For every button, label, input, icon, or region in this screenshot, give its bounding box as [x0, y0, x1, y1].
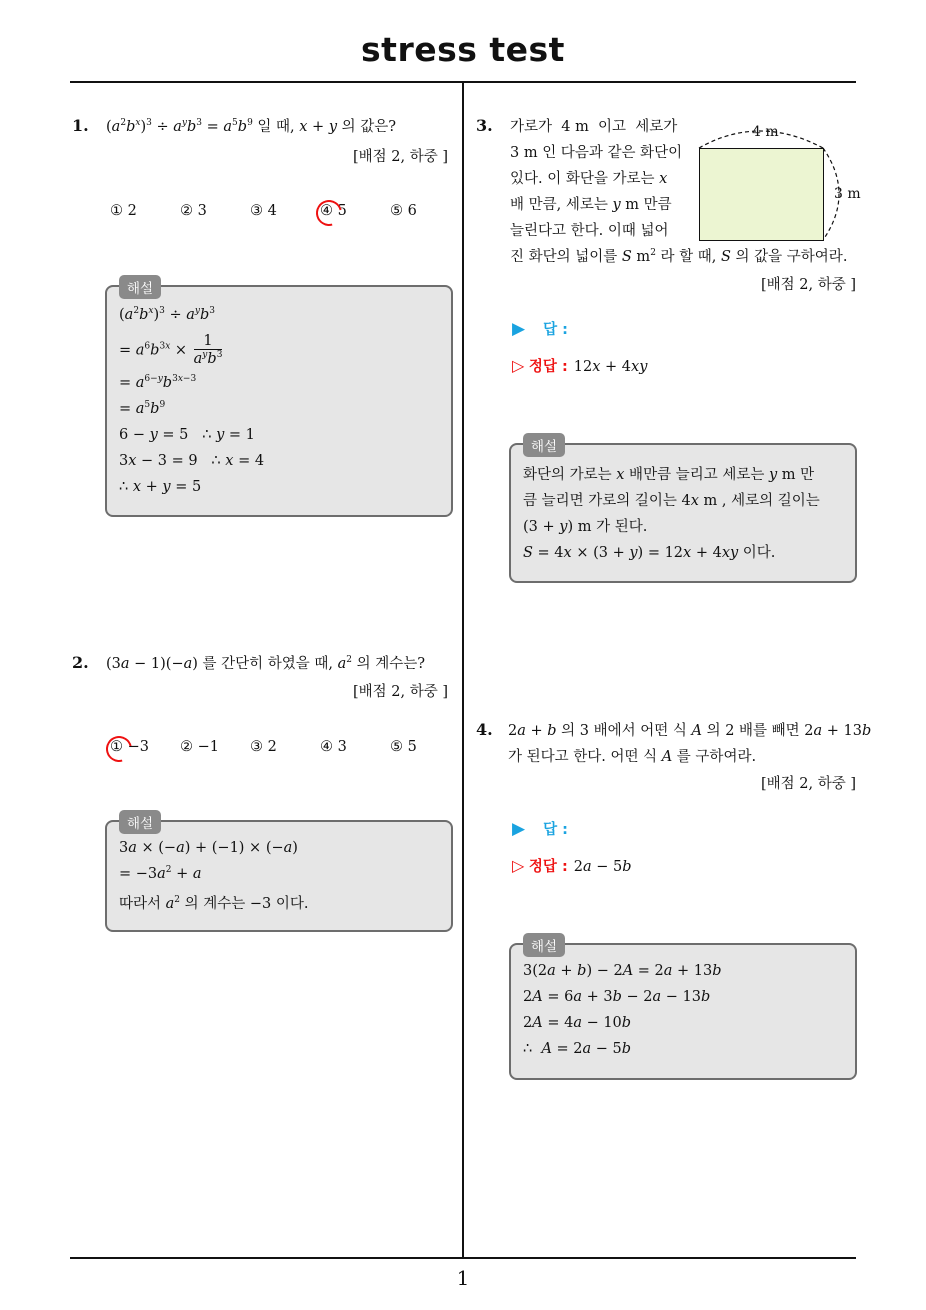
- solution-line: ∴ x + y = 5: [119, 479, 202, 495]
- choice-3[interactable]: ③ 4: [250, 203, 277, 219]
- solution-line: 따라서 $a^2$ 의 계수는 −3 이다.: [119, 895, 309, 912]
- choice-4[interactable]: ④ 5: [320, 203, 347, 219]
- answer-row: [512, 818, 568, 839]
- question-1-text: $(a^2b^x)^3 \div a^yb^3 = a^5b^9$ 일 때, x + y 의 값은?: [106, 118, 397, 135]
- solution-line: 큼 늘리면 가로의 길이는 4x m , 세로의 길이는: [523, 493, 820, 509]
- correct-label: 정답 :: [528, 859, 568, 875]
- solution-line: 화단의 가로는 x 배만큼 늘리고 세로는 y m 만: [523, 467, 815, 483]
- triangle-outline-right-icon: ▷: [512, 356, 525, 375]
- correct-answer-row: [512, 355, 647, 376]
- question-3-line: 있다. 이 화단을 가로는 x: [510, 171, 668, 187]
- question-2-text: (3a − 1)(−a) 를 간단히 하였을 때, $a^2$ 의 계수는?: [106, 655, 426, 672]
- solution-line: S = 4x × (3 + y) = 12x + 4xy 이다.: [523, 545, 776, 561]
- answer-mark-circle: [311, 195, 347, 231]
- solution-tag: 해설: [119, 275, 161, 299]
- solution-line: 3x − 3 = 9 ∴ x = 4: [119, 453, 265, 469]
- question-3-line: 배 만큼, 세로는 y m 만큼: [510, 197, 672, 213]
- height-label: 3 m: [834, 186, 861, 202]
- correct-label: 정답 :: [528, 359, 568, 375]
- question-3-number: 3.: [476, 116, 493, 135]
- question-3-line: 늘린다고 한다. 이때 넓어: [510, 223, 669, 239]
- question-4-score: [배점 2, 하중 ]: [760, 776, 856, 792]
- answer-label: 답 :: [543, 322, 568, 338]
- question-3-score: [배점 2, 하중 ]: [760, 277, 856, 293]
- choice-4[interactable]: ④ 3: [320, 739, 347, 755]
- solution-line: 6 − y = 5 ∴ y = 1: [119, 427, 255, 443]
- solution-line: = $a^6b^{3x}$ × $\frac{1}{a^yb^3}$: [119, 333, 223, 367]
- solution-line: 2A = 6a + 3b − 2a − 13b: [523, 989, 711, 1005]
- solution-line: 2A = 4a − 10b: [523, 1015, 632, 1031]
- question-4-solution-box: [509, 939, 857, 1080]
- triangle-right-icon: ▶: [512, 819, 526, 839]
- question-2-score: [배점 2, 하중 ]: [352, 684, 448, 700]
- question-1-score: [배점 2, 하중 ]: [352, 149, 448, 165]
- solution-line: = $a^5b^9$: [119, 400, 166, 417]
- choice-5[interactable]: ⑤ 5: [390, 739, 417, 755]
- choice-1[interactable]: ① −3: [110, 739, 149, 755]
- solution-line: (3 + y) m 가 된다.: [523, 519, 648, 535]
- answer-label: 답 :: [543, 822, 568, 838]
- question-4-number: 4.: [476, 720, 493, 739]
- flowerbed-rectangle: [699, 148, 824, 241]
- question-4-line: 가 된다고 한다. 어떤 식 A 를 구하여라.: [508, 749, 757, 765]
- question-1-number: 1.: [72, 116, 89, 135]
- choice-2[interactable]: ② 3: [180, 203, 207, 219]
- choice-1[interactable]: ① 2: [110, 203, 137, 219]
- question-3-solution-box: [509, 439, 857, 583]
- solution-line: 3a × (−a) + (−1) × (−a): [119, 840, 298, 856]
- solution-tag: 해설: [119, 810, 161, 834]
- question-4-text: [508, 718, 871, 770]
- answer-mark-circle: [101, 731, 137, 767]
- correct-value: 12x + 4xy: [573, 359, 648, 375]
- page-number: 1: [456, 1266, 470, 1290]
- solution-line: = $-3a^2 + a$: [119, 865, 202, 882]
- page-title: stress test: [361, 30, 565, 69]
- question-3-line: 3 m 인 다음과 같은 화단이: [510, 145, 683, 161]
- question-2-solution-box: [105, 816, 453, 932]
- question-3-line: 진 화단의 넓이를 S $m^2$ 라 할 때, S 의 값을 구하여라.: [510, 248, 848, 265]
- choice-3[interactable]: ③ 2: [250, 739, 277, 755]
- footer-rule: [70, 1257, 856, 1259]
- question-1-solution-box: [105, 281, 453, 517]
- solution-line: $(a^2b^x)^3 \div a^yb^3$: [119, 306, 215, 323]
- solution-line: = $a^{6-y}b^{3x-3}$: [119, 374, 197, 391]
- choice-5[interactable]: ⑤ 6: [390, 203, 417, 219]
- solution-tag: 해설: [523, 933, 565, 957]
- width-label: 4 m: [752, 124, 779, 140]
- choice-2[interactable]: ② −1: [180, 739, 219, 755]
- question-3-line: 가로가 4 m 이고 세로가: [510, 119, 678, 135]
- triangle-right-icon: ▶: [512, 319, 526, 339]
- triangle-outline-right-icon: ▷: [512, 856, 525, 875]
- correct-answer-row: [512, 855, 632, 876]
- question-4-line: 2a + b 의 3 배에서 어떤 식 A 의 2 배를 빼면 2a + 13b: [508, 723, 872, 739]
- column-divider: [462, 82, 464, 1258]
- question-2-number: 2.: [72, 653, 89, 672]
- solution-tag: 해설: [523, 433, 565, 457]
- correct-value: 2a − 5b: [573, 859, 632, 875]
- solution-line: ∴ A = 2a − 5b: [523, 1041, 632, 1057]
- answer-row: [512, 318, 568, 339]
- solution-line: 3(2a + b) − 2A = 2a + 13b: [523, 963, 722, 979]
